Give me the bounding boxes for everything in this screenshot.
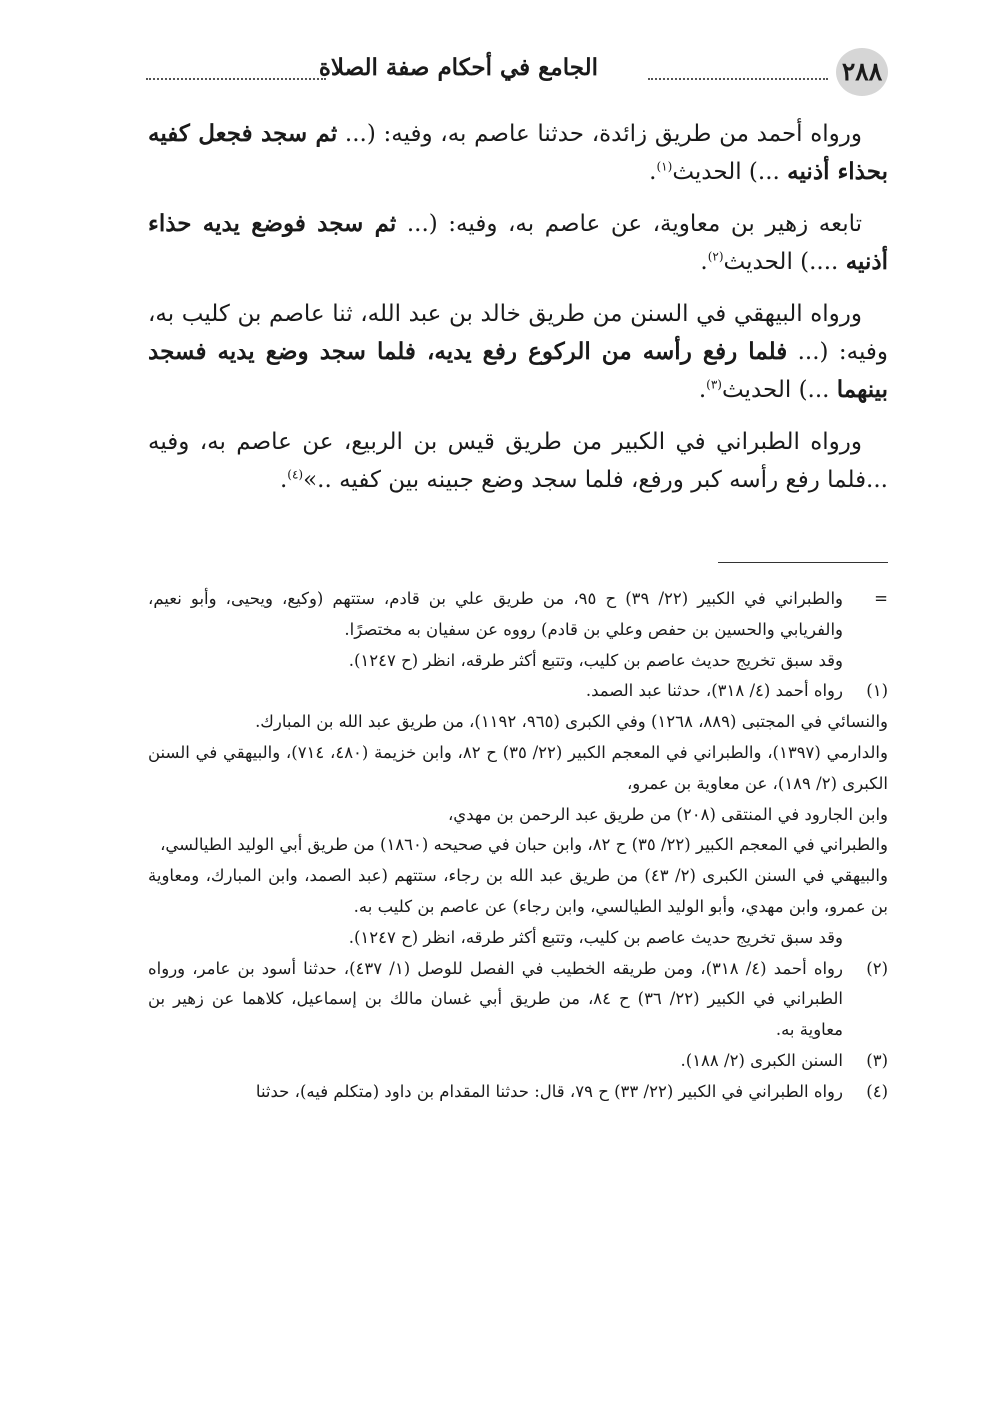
footnote-ref[interactable]: (٣)	[706, 377, 722, 392]
continuation-marker: =	[874, 589, 888, 608]
footnote-text: رواه الطبراني في الكبير (٢٢/ ٣٣) ح ٧٩، قال: حدثنا المقدام بن داود (متكلم فيه)، حدثنا	[255, 1081, 843, 1101]
main-text	[148, 115, 888, 513]
footnote-number: (٤)	[866, 1081, 888, 1101]
text-span: ...) الحديث	[721, 377, 837, 403]
text-span: ورواه الطبراني في الكبير من طريق قيس بن الربيع، عن عاصم به، وفيه ...فلما رفع رأسه كبر ورفع، فلما سجد وضع جبينه بين كفيه ..»	[148, 429, 888, 493]
text-span: ورواه أحمد من طريق زائدة، حدثنا عاصم به، وفيه: (...	[337, 121, 862, 147]
footnote-number: (٣)	[866, 1050, 888, 1070]
footnote-number: (٢)	[866, 958, 888, 978]
bold-quote: فلما رفع رأسه من الركوع رفع يديه، فلما سجد وضع يديه فسجد بينهما	[148, 338, 888, 403]
text-span: تابعه زهير بن معاوية، عن عاصم به، وفيه: (...	[396, 211, 863, 237]
page-number-badge: ٢٨٨	[836, 48, 888, 96]
text-span: ...) الحديث	[672, 159, 788, 185]
bold-quote: ثم سجد فوضع يديه حذاء أذنيه	[148, 210, 888, 275]
text-span: .	[649, 159, 657, 185]
body-paragraph	[148, 423, 888, 499]
footnote-continued	[148, 584, 888, 646]
body-paragraph	[148, 205, 888, 281]
footnote-1	[148, 676, 888, 707]
text-span: ....) الحديث	[723, 249, 846, 275]
body-paragraph	[148, 295, 888, 409]
footnote-text: والدارمي (١٣٩٧)، والطبراني في المعجم الكبير (٢٢/ ٣٥) ح ٨٢، وابن خزيمة (٤٨٠، ٧١٤)، والبيهقي في السنن الكبرى (٢/ ١٨٩)، عن معاوية بن عمرو،	[148, 742, 888, 793]
footnote-text: السنن الكبرى (٢/ ١٨٨).	[680, 1050, 843, 1070]
book-title: الجامع في أحكام صفة الصلاة	[318, 54, 598, 81]
running-header	[146, 48, 888, 98]
footnote-text: وقد سبق تخريج حديث عاصم بن كليب، وتتبع أكثر طرقه، انظر (ح ١٢٤٧).	[348, 650, 843, 670]
text-span: .	[698, 377, 707, 403]
text-span: .	[700, 249, 708, 275]
footnote-separator	[718, 562, 888, 563]
footnote-text: رواه أحمد (٤/ ٣١٨)، ومن طريقه الخطيب في الفصل للوصل (١/ ٤٣٧)، حدثنا أسود بن عامر، ورواه الطبراني في الكبير (٢٢/ ٣٦) ح ٨٤، من طريق أبي غسان مالك بن إسماعيل، كلاهما عن زهير بن معاوية به.	[148, 958, 844, 1040]
footnote-text: والبيهقي في السنن الكبرى (٢/ ٤٣) من طريق عبد الله بن رجاء، ستتهم (عبد الصمد، وابن المبارك، ومعاوية بن عمرو، وابن مهدي، وأبو الوليد الطيالسي، وابن رجاء) عن عاصم بن كليب به.	[148, 866, 888, 916]
bold-quote: ثم سجد فجعل كفيه بحذاء أذنيه	[148, 120, 888, 185]
footnote-text: وقد سبق تخريج حديث عاصم بن كليب، وتتبع أكثر طرقه، انظر (ح ١٢٤٧).	[348, 927, 843, 947]
footnote-text: رواه أحمد (٤/ ٣١٨)، حدثنا عبد الصمد.	[585, 681, 843, 701]
header-dotted-rule-left	[146, 78, 326, 80]
text-span: .	[279, 467, 288, 493]
text-span: ورواه البيهقي في السنن من طريق خالد بن عبد الله، ثنا عاصم بن كليب به، وفيه: (...	[148, 301, 888, 365]
body-paragraph	[148, 115, 888, 191]
footnote-ref[interactable]: (٢)	[707, 249, 724, 264]
footnote-ref[interactable]: (٤)	[287, 467, 304, 482]
footnote-text: والنسائي في المجتبى (٨٨٩، ١٢٦٨) وفي الكبرى (٩٦٥، ١١٩٢)، من طريق عبد الله بن المبارك.	[255, 712, 888, 732]
footnote-ref[interactable]: (١)	[656, 159, 673, 174]
footnote-text: والطبراني في الكبير (٢٢/ ٣٩) ح ٩٥، من طريق علي بن قادم، ستتهم (وكيع، ويحيى، وأبو نعيم، والفريابي والحسين بن حفص وعلي بن قادم) رووه عن سفيان به مختصرًا.	[148, 589, 844, 639]
footnote-number: (١)	[866, 681, 888, 701]
footnote-text: والطبراني في المعجم الكبير (٢٢/ ٣٥) ح ٨٢، وابن حبان في صحيحه (١٨٦٠) من طريق أبي الوليد الطيالسي،	[160, 835, 888, 855]
footnotes	[148, 584, 888, 1108]
footnote-2	[148, 954, 888, 1046]
footnote-3	[148, 1046, 888, 1077]
footnote-4	[148, 1077, 888, 1108]
footnote-text: وابن الجارود في المنتقى (٢٠٨) من طريق عبد الرحمن بن مهدي،	[447, 804, 888, 824]
header-dotted-rule-right	[648, 78, 828, 80]
